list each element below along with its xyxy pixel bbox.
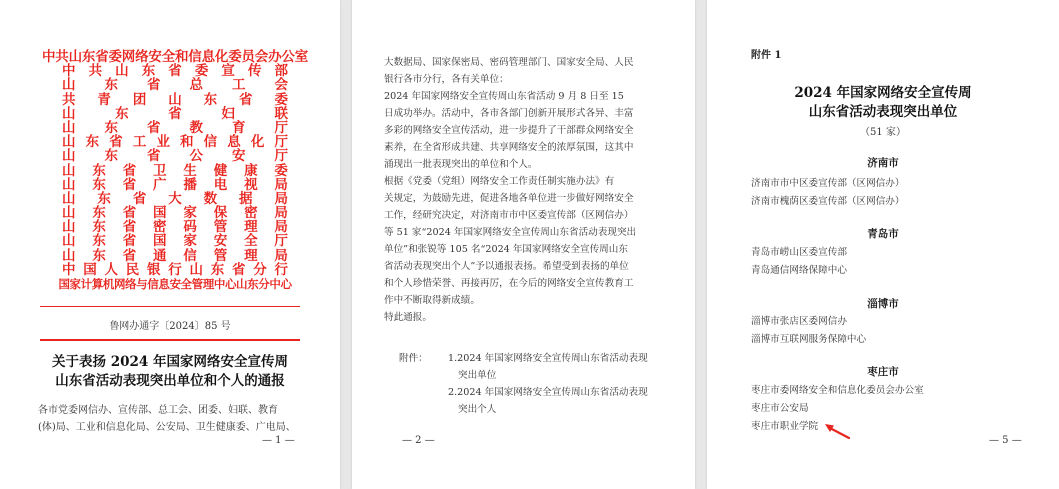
- red-header-char: 局: [274, 205, 288, 222]
- body-line: 省活动表现突出个人”予以通报表扬。希望受到表扬的单位: [384, 261, 629, 272]
- red-header-char: 视: [244, 176, 258, 193]
- unit-item: 青岛市崂山区委宣传部: [751, 247, 847, 258]
- document-page-2: [352, 0, 695, 489]
- red-header-char: 东: [203, 91, 218, 108]
- red-header-line: [62, 107, 288, 121]
- body-line: 等 51 家“2024 年国家网络安全宣传周山东省活动表现突出: [384, 227, 637, 238]
- red-header-char: 育: [232, 119, 246, 136]
- red-header-char: 宣: [221, 63, 235, 80]
- red-header-char: 山: [189, 261, 203, 278]
- body-line: 根据《党委（党组）网络安全工作责任制实施办法》有: [384, 176, 615, 187]
- red-header-line: 国家计算机网络与信息安全管理中心山东分中心: [58, 277, 292, 291]
- red-header-char: 省: [147, 119, 161, 136]
- red-header-char: 东: [92, 219, 106, 236]
- city-heading: 枣庄市: [867, 366, 899, 378]
- red-header-char: 山: [62, 219, 76, 236]
- body-line: 特此通报。: [384, 312, 432, 323]
- body-text: [384, 54, 680, 326]
- red-header-char: 国: [153, 205, 167, 222]
- red-header-char: 分: [253, 261, 267, 278]
- red-header-char: 省: [122, 233, 137, 250]
- city-heading: 青岛市: [867, 228, 899, 240]
- red-header-char: 局: [274, 190, 288, 207]
- red-header-char: 山: [62, 134, 76, 151]
- red-arrow-icon: [822, 421, 852, 441]
- red-header-line: [62, 149, 288, 163]
- red-header: [42, 49, 308, 291]
- red-header-char: 健: [213, 162, 228, 179]
- red-header-char: 东: [141, 63, 156, 80]
- red-header-char: 和: [180, 134, 194, 151]
- red-header-char: 委: [274, 162, 288, 179]
- red-header-char: 团: [132, 91, 147, 108]
- red-header-char: 山: [62, 105, 76, 122]
- red-header-char: 国: [153, 233, 167, 250]
- document-page-5: [707, 0, 1059, 489]
- red-header-line: [62, 93, 288, 107]
- red-header-char: 厅: [274, 148, 288, 165]
- red-header-line: [62, 263, 288, 277]
- red-header-char: 数: [203, 190, 218, 207]
- red-header-char: 共: [62, 91, 76, 108]
- red-header-char: 息: [227, 134, 241, 151]
- red-header-char: 民: [125, 261, 140, 278]
- red-header-char: 省: [232, 261, 246, 278]
- red-header-char: 播: [183, 176, 197, 193]
- body-line: 素养，在全省形成共建、共享网络安全的浓厚氛围，这其中: [384, 142, 634, 153]
- red-header-line: [62, 135, 288, 149]
- red-header-line: [62, 234, 288, 248]
- red-header-char: 东: [92, 162, 106, 179]
- red-header-char: 东: [92, 247, 106, 264]
- red-header-char: 行: [274, 261, 288, 278]
- red-header-char: 省: [109, 134, 123, 151]
- red-header-char: 信: [203, 134, 218, 151]
- red-header-char: 省: [122, 247, 137, 264]
- body-line: 和个人珍惜荣誉、再接再厉，在今后的网络安全宣传教育工: [384, 278, 634, 289]
- red-header-char: 局: [274, 219, 288, 236]
- document-number: 鲁网办通字〔2024〕85 号: [109, 321, 231, 332]
- red-header-char: 密: [244, 205, 258, 222]
- page-title: 关于表扬 2024 年国家网络安全宣传周: [52, 354, 288, 370]
- red-header-char: 厅: [274, 119, 288, 136]
- red-header-char: 山: [115, 63, 129, 80]
- red-header-char: 康: [244, 162, 258, 179]
- red-header-char: 广: [153, 176, 167, 193]
- body-line: 多彩的网络安全宣传活动，进一步提升了干部群众网络安全: [384, 125, 634, 136]
- body-line: 作中不断取得新成绩。: [384, 295, 480, 306]
- red-header-char: 管: [213, 219, 228, 236]
- red-header-char: 工: [232, 77, 246, 94]
- attachments-label: 附件：: [399, 353, 428, 364]
- red-header-char: 省: [168, 105, 182, 122]
- red-header-char: 管: [213, 247, 228, 264]
- red-header-char: 省: [168, 63, 182, 80]
- red-header-line: [62, 249, 288, 263]
- red-header-char: 省: [122, 205, 137, 222]
- red-header-char: 东: [115, 105, 129, 122]
- red-header-line: 中共山东省委网络安全和信息化委员会办公室: [42, 49, 308, 65]
- red-header-char: 厅: [274, 233, 288, 250]
- red-header-char: 山: [62, 148, 76, 165]
- red-header-char: 卫: [153, 162, 167, 179]
- red-header-char: 安: [213, 233, 228, 250]
- document-page-1: [0, 0, 340, 489]
- page-title: 山东省活动表现突出单位和个人的通报: [55, 373, 285, 389]
- red-header-char: 山: [168, 91, 182, 108]
- red-header-char: 家: [183, 233, 197, 250]
- red-header-char: 理: [244, 219, 258, 236]
- unit-item: 淄博市互联网服务保障中心: [751, 334, 867, 345]
- red-header-char: 省: [147, 77, 161, 94]
- red-header-char: 共: [88, 63, 103, 80]
- page-number: — 1 —: [262, 435, 295, 446]
- body-line: 日成功举办。活动中，各市各部门创新开展形式各异、丰富: [384, 108, 634, 119]
- red-header-char: 山: [62, 77, 76, 94]
- attachment-line: 2.2024 年国家网络安全宣传周山东省活动表现: [448, 387, 648, 398]
- red-header-char: 信: [183, 247, 197, 264]
- red-header-char: 山: [62, 190, 76, 207]
- red-header-char: 厅: [274, 134, 288, 151]
- red-header-char: 电: [213, 176, 228, 193]
- body-line: 各市党委网信办、宣传部、总工会、团委、妇联、教育: [38, 405, 278, 416]
- red-header-char: 东: [104, 119, 118, 136]
- red-header-char: 业: [156, 134, 170, 151]
- red-divider: [40, 306, 300, 307]
- red-header-char: 山: [62, 205, 76, 222]
- red-header-char: 银: [147, 261, 161, 278]
- red-header-char: 省: [122, 176, 137, 193]
- unit-item: 枣庄市职业学院: [751, 421, 819, 432]
- annex-label: 附件 1: [751, 50, 782, 61]
- red-header-char: 省: [147, 148, 161, 165]
- unit-count: （51 家）: [860, 127, 906, 138]
- red-header-line: [62, 64, 288, 78]
- red-header-char: 行: [168, 261, 182, 278]
- attachment-line: 突出个人: [458, 404, 497, 415]
- red-header-char: 部: [274, 63, 288, 80]
- red-header-char: 密: [153, 219, 167, 236]
- red-header-char: 国: [83, 261, 97, 278]
- red-header-char: 通: [153, 247, 167, 264]
- red-header-char: 中: [62, 63, 76, 80]
- red-header-char: 妇: [221, 105, 235, 122]
- red-header-char: 省: [122, 162, 137, 179]
- red-header-char: 省: [239, 91, 253, 108]
- body-line: 关规定，为鼓励先进，促进各地各单位进一步做好网络安全: [384, 193, 634, 204]
- red-header-char: 东: [104, 148, 118, 165]
- body-line: 单位”和张锐等 105 名“2024 年国家网络安全宣传周山东: [384, 244, 628, 255]
- red-header-char: 公: [189, 148, 203, 165]
- red-header-char: 生: [183, 162, 197, 179]
- red-header-char: 理: [244, 247, 258, 264]
- body-line: 工作，经研究决定，对济南市市中区委宣传部（区网信办）: [384, 210, 634, 221]
- red-header-char: 东: [92, 205, 106, 222]
- red-header-char: 山: [62, 119, 76, 136]
- red-header-char: 联: [274, 105, 288, 122]
- red-header-char: 东: [85, 134, 100, 151]
- red-header-char: 会: [274, 77, 288, 94]
- red-header-char: 人: [104, 261, 118, 278]
- unit-item: 淄博市张店区委网信办: [751, 316, 847, 327]
- city-heading: 济南市: [867, 157, 899, 169]
- red-header-char: 传: [247, 63, 262, 80]
- red-header-char: 东: [92, 233, 106, 250]
- page-number: — 5 —: [989, 435, 1022, 446]
- attachment-line: 1.2024 年国家网络安全宣传周山东省活动表现: [448, 353, 648, 364]
- page-title: 2024 年国家网络安全宣传周: [794, 85, 972, 101]
- red-header-char: 化: [250, 134, 265, 151]
- red-header-char: 教: [189, 119, 203, 136]
- red-header-char: 工: [132, 134, 147, 151]
- red-header-char: 山: [62, 247, 76, 264]
- red-header-char: 据: [239, 190, 253, 207]
- unit-item: 枣庄市委网络安全和信息化委员会办公室: [751, 385, 924, 396]
- body-line: 涌现出一批表现突出的单位和个人。: [384, 159, 538, 170]
- red-header-char: 保: [213, 205, 228, 222]
- red-header-char: 中: [62, 261, 76, 278]
- attachments-list: [448, 350, 678, 418]
- red-header-char: 安: [232, 148, 246, 165]
- red-header-char: 东: [104, 77, 118, 94]
- red-header-line: [62, 192, 288, 206]
- unit-item: 枣庄市公安局: [751, 403, 809, 414]
- red-header-line: [62, 78, 288, 92]
- red-header-line: [62, 121, 288, 135]
- unit-item: 青岛通信网络保障中心: [751, 265, 847, 276]
- red-header-char: 山: [62, 233, 76, 250]
- red-header-char: 山: [62, 162, 76, 179]
- red-header-line: [62, 164, 288, 178]
- unit-item: 济南市市中区委宣传部（区网信办）: [751, 178, 905, 189]
- red-header-char: 东: [92, 176, 106, 193]
- red-header-char: 局: [274, 247, 288, 264]
- red-header-char: 局: [274, 176, 288, 193]
- red-header-char: 委: [274, 91, 288, 108]
- page-number: — 2 —: [402, 435, 435, 446]
- body-line: 大数据局、国家保密局、密码管理部门、国家安全局、人民: [384, 57, 634, 68]
- red-header-char: 全: [244, 233, 258, 250]
- attachment-line: 突出单位: [458, 370, 497, 381]
- red-header-char: 省: [132, 190, 147, 207]
- unit-item: 济南市槐荫区委宣传部（区网信办）: [751, 196, 905, 207]
- red-header-char: 大: [168, 190, 182, 207]
- red-header-char: 总: [189, 77, 203, 94]
- red-header-line: [62, 178, 288, 192]
- red-header-char: 委: [194, 63, 209, 80]
- body-line: 2024 年国家网络安全宣传周山东省活动 9 月 8 日至 15: [384, 91, 624, 102]
- red-header-char: 码: [183, 219, 197, 236]
- red-header-char: 山: [62, 176, 76, 193]
- red-divider-thick: [40, 339, 300, 341]
- red-header-char: 东: [97, 190, 111, 207]
- red-header-char: 青: [97, 91, 111, 108]
- red-header-char: 省: [122, 219, 137, 236]
- red-header-char: 家: [183, 205, 197, 222]
- city-heading: 淄博市: [867, 298, 899, 310]
- body-line: 银行各市分行，各有关单位：: [384, 74, 509, 85]
- red-header-char: 东: [210, 261, 225, 278]
- page-title: 山东省活动表现突出单位: [808, 104, 958, 120]
- body-line: (体)局、工业和信息化局、公安局、卫生健康委、广电局、: [38, 422, 296, 433]
